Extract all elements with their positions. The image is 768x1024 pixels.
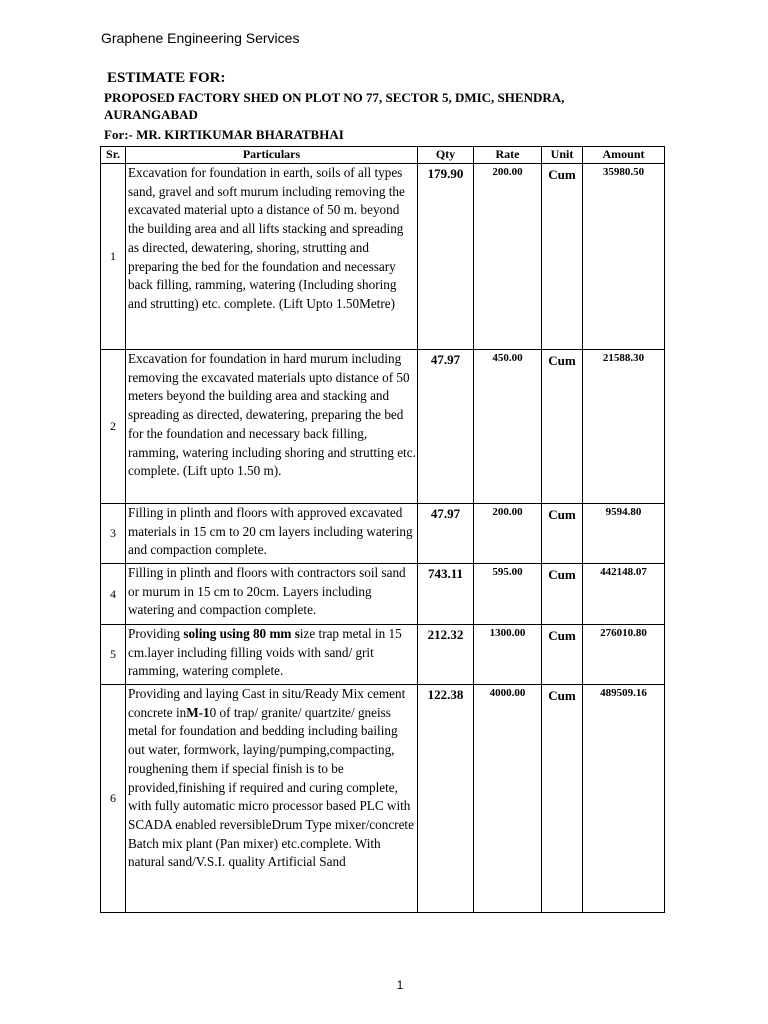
table-row: [101, 564, 665, 625]
row-rate: 200.00: [474, 164, 542, 350]
row-particulars: Excavation for foundation in earth, soils of all types sand, gravel and soft murum including removing the excavated material upto a distance of 50 m. beyond the building area and all lifts stacking and spreading as directed, dewatering, shoring, strutting and preparing the bed for the foundation and necessary back filling, ramming, watering (Including shoring and strutting) etc. complete. (Lift Upto 1.50Metre): [126, 164, 418, 350]
row-amount: 276010.80: [583, 625, 665, 685]
row-rate: 595.00: [474, 564, 542, 625]
header-particulars: Particulars: [126, 147, 418, 164]
particulars-text: Providing: [128, 626, 184, 641]
row-amount: 35980.50: [583, 164, 665, 350]
header-amount: Amount: [583, 147, 665, 164]
company-name: Graphene Engineering Services: [101, 30, 300, 46]
row-particulars: [126, 625, 418, 685]
table-row: [101, 504, 665, 564]
row-sr: 1: [101, 164, 126, 350]
estimate-table: [100, 146, 665, 913]
row-qty: 47.97: [418, 504, 474, 564]
particulars-text: 0 of trap/ granite/ quartzite/ gneiss metal for foundation and bedding including bailing out water, formwork, laying/pumping,compacting, roughening them if special finish is to be provided,finishing if required and curing complete, with fully automatic micro processor based PLC with SCADA enabled reversibleDrum Type mixer/concrete Batch mix plant (Pan mixer) etc.complete. With natural sand/V.S.I. quality Artificial Sand: [128, 704, 414, 870]
row-particulars: Filling in plinth and floors with contractors soil sand or murum in 15 cm to 20cm. Layers including watering and compaction complete.: [126, 564, 418, 625]
row-amount: 489509.16: [583, 685, 665, 913]
row-unit: Cum: [542, 164, 583, 350]
row-particulars: Excavation for foundation in hard murum including removing the excavated materials upto distance of 50 meters beyond the building area and stacking and spreading as directed, dewatering, preparing the bed for the foundation and necessary back filling, ramming, watering including shoring and strutting etc. complete. (Lift upto 1.50 m).: [126, 350, 418, 504]
row-qty: 47.97: [418, 350, 474, 504]
table-row: [101, 625, 665, 685]
row-rate: 4000.00: [474, 685, 542, 913]
row-particulars: Filling in plinth and floors with approved excavated materials in 15 cm to 20 cm layers including watering and compaction complete.: [126, 504, 418, 564]
row-unit: Cum: [542, 350, 583, 504]
table-row: [101, 685, 665, 913]
particulars-bold-text: M-1: [186, 704, 210, 720]
header-sr: Sr.: [101, 147, 126, 164]
row-rate: 450.00: [474, 350, 542, 504]
row-qty: 743.11: [418, 564, 474, 625]
row-sr: 6: [101, 685, 126, 913]
header-unit: Unit: [542, 147, 583, 164]
particulars-text: Providing and laying Cast in situ/Ready Mix cement concrete in: [128, 686, 406, 720]
header-rate: Rate: [474, 147, 542, 164]
row-sr: 2: [101, 350, 126, 504]
table-row: [101, 350, 665, 504]
row-qty: 122.38: [418, 685, 474, 913]
header-qty: Qty: [418, 147, 474, 164]
row-sr: 3: [101, 504, 126, 564]
row-unit: Cum: [542, 625, 583, 685]
row-qty: 212.32: [418, 625, 474, 685]
page-number: 1: [396, 978, 404, 992]
row-sr: 4: [101, 564, 126, 625]
row-rate: 1300.00: [474, 625, 542, 685]
project-title: PROPOSED FACTORY SHED ON PLOT NO 77, SECTOR 5, DMIC, SHENDRA, AURANGABAD: [104, 90, 565, 122]
particulars-bold-text: soling using 80 mm s: [183, 626, 300, 641]
row-rate: 200.00: [474, 504, 542, 564]
table-header-row: [101, 147, 665, 164]
row-unit: Cum: [542, 685, 583, 913]
row-sr: 5: [101, 625, 126, 685]
client-name: For:- MR. KIRTIKUMAR BHARATBHAI: [104, 127, 344, 142]
estimate-heading: ESTIMATE FOR:: [107, 70, 226, 86]
row-particulars: [126, 685, 418, 913]
particulars-text: ize trap metal in 15 cm.layer including filling voids with sand/ grit ramming, watering complete.: [128, 626, 402, 679]
row-amount: 442148.07: [583, 564, 665, 625]
table-row: [101, 164, 665, 350]
row-amount: 9594.80: [583, 504, 665, 564]
row-unit: Cum: [542, 564, 583, 625]
row-qty: 179.90: [418, 164, 474, 350]
row-amount: 21588.30: [583, 350, 665, 504]
row-unit: Cum: [542, 504, 583, 564]
